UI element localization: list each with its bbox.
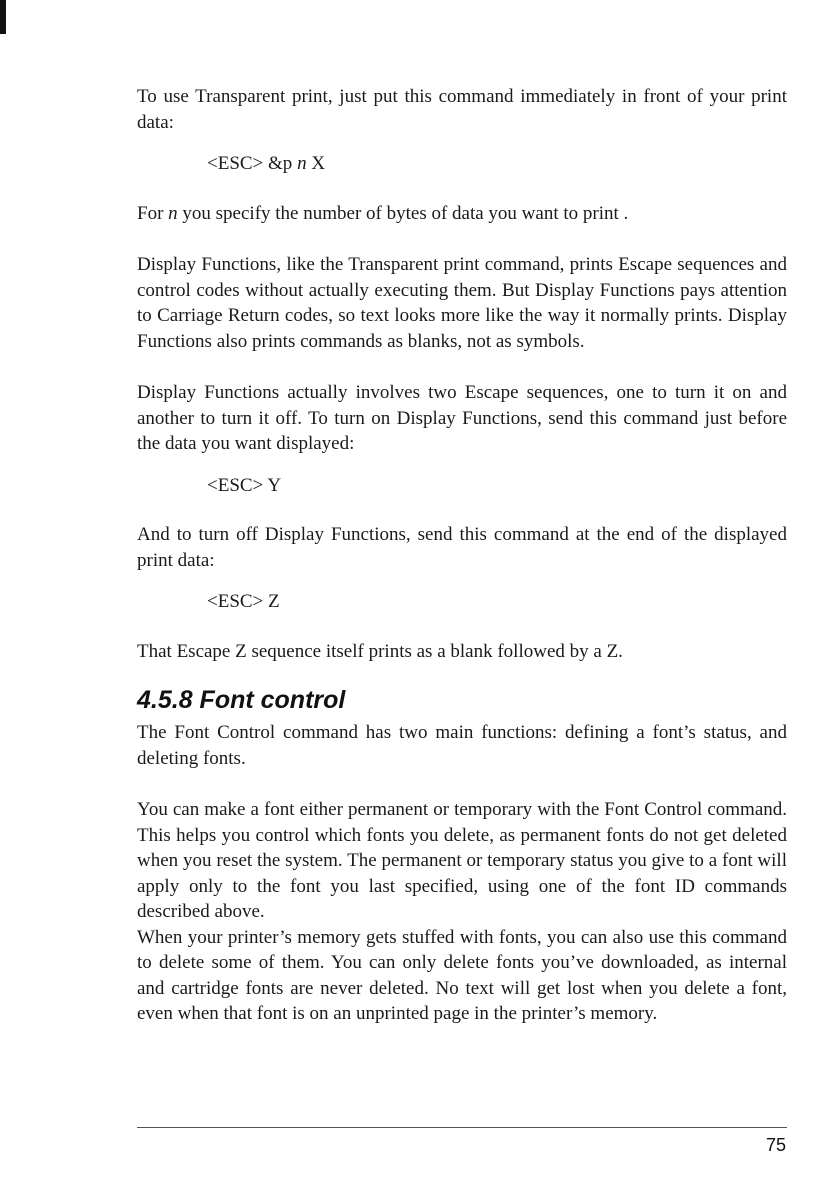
paragraph-escape-z: That Escape Z sequence itself prints as a blank followed by a Z. [137, 640, 623, 662]
text-run: you specify the number of bytes of data you want to print . [177, 202, 629, 224]
paragraph-escape-sequences: Display Functions actually involves two Escape sequences, one to turn it on and another to turn it off. To turn on Display Functions, send this command just before the data you want displayed: [137, 382, 787, 454]
code-text: X [306, 153, 326, 174]
page-content [137, 84, 787, 1027]
code-variable: n [297, 153, 307, 174]
paragraph-display-functions: Display Functions, like the Transparent print command, prints Escape sequences and control codes without actually executing them. But Display Functions pays attention to Carriage Return codes, so text looks more like the way it normally prints. Display Functions also prints commands as blanks, not as symbols. [137, 254, 787, 352]
paragraph-delete-fonts: When your printer’s memory gets stuffed with fonts, you can also use this command to delete some of them. You can only delete fonts you’ve downloaded, as internal and cartridge fonts are never deleted. No text will get lost when you delete a font, even when that font is on an unprinted page in the printer’s memory. [137, 926, 787, 1024]
code-display-off: <ESC> Z [207, 591, 280, 612]
code-transparent-print [137, 151, 787, 177]
code-display-on: <ESC> Y [207, 474, 282, 496]
code-text: <ESC> &p [207, 153, 298, 174]
paragraph-font-control-functions: The Font Control command has two main functions: defining a font’s status, and deleting fonts. [137, 722, 787, 769]
footer-rule [137, 1127, 787, 1128]
paragraph-permanent-temporary: You can make a font either permanent or temporary with the Font Control command. This helps you control which fonts you delete, as permanent fonts do not get deleted when you reset the system. The permanent or temporary status you give to a font will apply only to the font you last specified, using one of the font ID commands described above. [137, 799, 787, 922]
paragraph-specify-n [137, 201, 787, 227]
page-number: 75 [765, 1135, 786, 1155]
text-run: For [137, 202, 169, 224]
paragraph-turn-off: And to turn off Display Functions, send this command at the end of the displayed print data: [137, 524, 787, 571]
section-heading-font-control: 4.5.8 Font control [137, 686, 346, 714]
variable-n: n [168, 202, 178, 224]
scan-edge-mark [0, 0, 6, 34]
paragraph-transparent-print: To use Transparent print, just put this command immediately in front of your print data: [137, 86, 787, 133]
